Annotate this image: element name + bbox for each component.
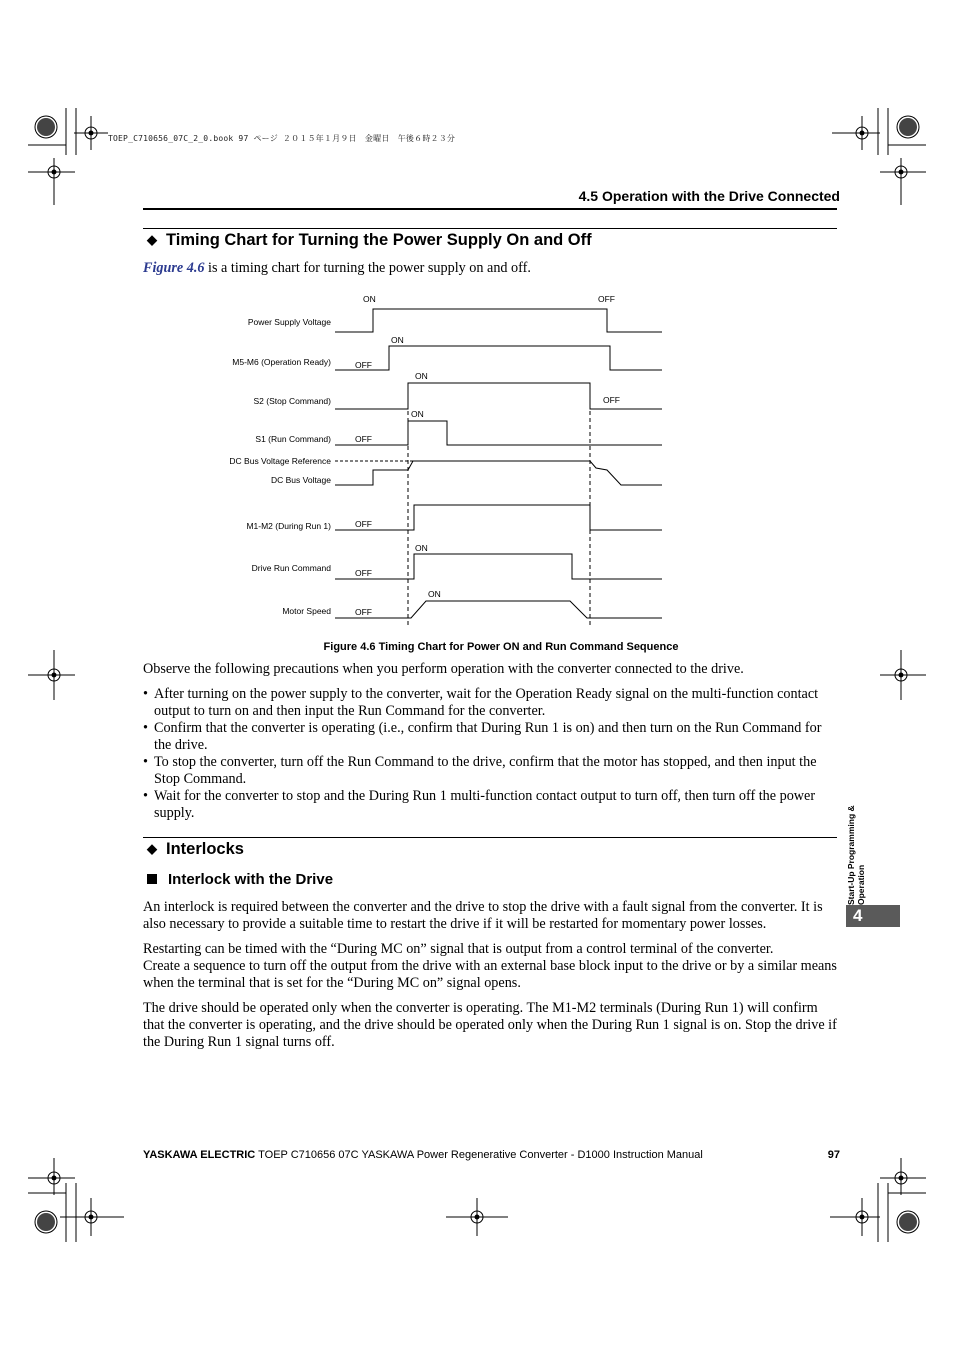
label-motor-speed: Motor Speed — [282, 606, 331, 616]
heading-timing-chart: ◆ Timing Chart for Turning the Power Supply On and Off — [147, 231, 592, 249]
list-item: • After turning on the power supply to the converter, wait for the Operation Ready signal on the multi-function contact output to turn on and then input the Run Command for the converter. — [143, 686, 819, 719]
page-number: 97 — [827, 1149, 840, 1161]
heading1-rule — [143, 228, 837, 229]
label-dcbus: DC Bus Voltage — [270, 475, 331, 485]
state-off: OFF — [355, 519, 372, 529]
sidebar-chapter-title: Start-Up Programming & Operation — [846, 805, 866, 905]
state-on: ON — [391, 335, 404, 345]
state-off: OFF — [355, 568, 372, 578]
state-on: ON — [415, 371, 428, 381]
book-info: TOEP_C710656_07C_2_0.book 97 ページ ２０１５年１月９日 金曜日 午後６時２３分 — [108, 134, 456, 143]
intro-paragraph: Figure 4.6 is a timing chart for turning the power supply on and off. — [143, 260, 531, 276]
chapter-tab: 4 — [846, 905, 900, 927]
heading2-rule — [143, 837, 837, 838]
list-item: • Confirm that the converter is operating (i.e., confirm that During Run 1 is on) and then turn on the Run Command for the drive. — [143, 720, 822, 753]
state-off: OFF — [355, 360, 372, 370]
precautions-intro: Observe the following precautions when you perform operation with the converter connected to the drive. — [143, 661, 744, 677]
paragraph: Restarting can be timed with the “During MC on” signal that is output from a control terminal of the converter. Create a sequence to turn off the output from the drive with an external base block input to the drive or by a similar means when the terminal that is set for the “During MC on” signal opens. — [143, 941, 837, 991]
footer-brand: YASKAWA ELECTRIC — [143, 1149, 256, 1161]
section-header: 4.5 Operation with the Drive Connected — [578, 188, 840, 204]
paragraph: The drive should be operated only when the converter is operating. The M1-M2 terminals (During Run 1) will confirm that the converter is operating, and the drive should be operated only when the During Run 1 signal is on. Stop the drive if the During Run 1 signal turns off. — [143, 1000, 837, 1050]
state-on: ON — [363, 294, 376, 304]
label-s1: S1 (Run Command) — [255, 434, 331, 444]
state-off: OFF — [603, 395, 620, 405]
paragraph: An interlock is required between the converter and the drive to stop the drive with a fault signal from the converter. It is also necessary to provide a suitable time to restart the drive if it will be restarted for momentary power losses. — [143, 899, 823, 932]
list-item: • To stop the converter, turn off the Run Command to the drive, confirm that the motor has stopped, and then input the Stop Command. — [143, 754, 817, 787]
diamond-bullet-icon: ◆ — [147, 232, 157, 247]
label-dcref: DC Bus Voltage Reference — [229, 456, 331, 466]
label-s2: S2 (Stop Command) — [253, 396, 331, 406]
label-drive-run: Drive Run Command — [251, 563, 331, 573]
state-off: OFF — [598, 294, 615, 304]
state-off: OFF — [355, 434, 372, 444]
precautions-list — [143, 686, 841, 822]
list-item: • Wait for the converter to stop and the During Run 1 multi-function contact output to turn off, then turn off the power supply. — [143, 788, 816, 821]
bullet-dot-icon: • — [143, 754, 148, 770]
label-m1m2: M1-M2 (During Run 1) — [246, 521, 331, 531]
figure-link[interactable]: Figure 4.6 — [143, 260, 205, 276]
timing-chart — [140, 285, 700, 635]
heading-interlock-drive: Interlock with the Drive — [147, 871, 333, 888]
figure-caption: Figure 4.6 Timing Chart for Power ON and Run Command Sequence — [323, 641, 679, 653]
label-m5m6: M5-M6 (Operation Ready) — [232, 357, 331, 367]
state-off: OFF — [355, 607, 372, 617]
state-on: ON — [411, 409, 424, 419]
bullet-dot-icon: • — [143, 686, 148, 702]
diamond-bullet-icon: ◆ — [147, 841, 157, 856]
header-rule — [143, 208, 837, 210]
state-on: ON — [415, 543, 428, 553]
bullet-dot-icon: • — [143, 788, 148, 804]
footer: YASKAWA ELECTRIC TOEP C710656 07C YASKAWA Power Regenerative Converter - D1000 Instruction Manual — [143, 1149, 703, 1161]
state-on: ON — [428, 589, 441, 599]
square-bullet-icon — [147, 874, 157, 884]
heading-interlocks: ◆ Interlocks — [147, 840, 244, 858]
label-power-supply: Power Supply Voltage — [247, 317, 331, 327]
bullet-dot-icon: • — [143, 720, 148, 736]
